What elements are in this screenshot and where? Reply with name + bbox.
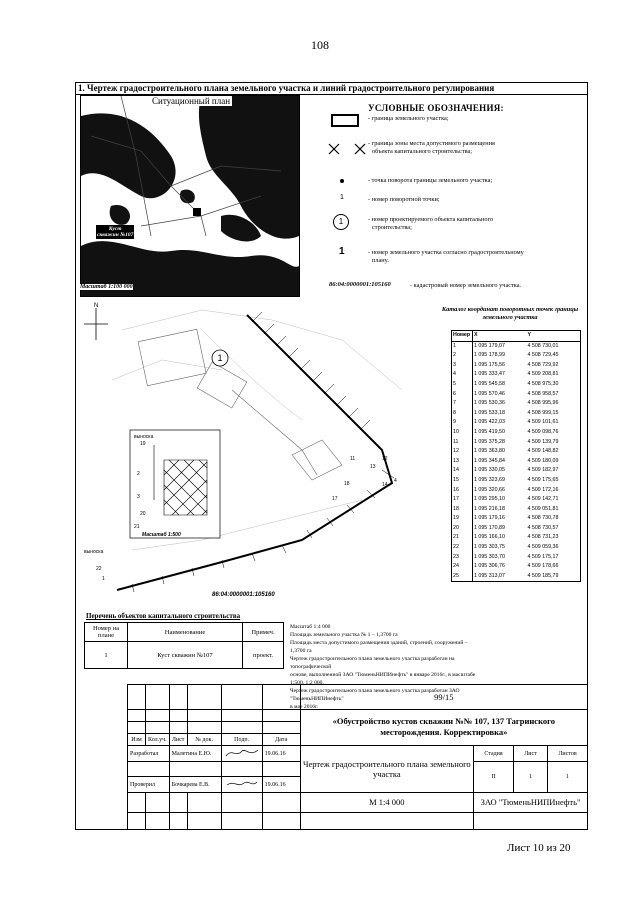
col-header-qty: Кол.уч. [146, 734, 170, 746]
point-label: 4 [394, 478, 397, 484]
coord-catalog-table [451, 330, 581, 582]
coord-cell-x: 1 095 570,46 [474, 390, 505, 397]
coord-cell-number: 4 [452, 370, 473, 380]
coord-cell-number: 1 [452, 341, 473, 351]
point-label: 21 [134, 524, 140, 530]
coord-cell-y: 4 509 182,97 [527, 467, 559, 474]
coord-row [452, 486, 581, 496]
coord-cell-number: 9 [452, 418, 473, 428]
scale-value: М 1:4 000 [300, 793, 473, 813]
point-label: 14 [382, 482, 388, 488]
sheet-label: Лист [514, 746, 548, 762]
checker-role: Проверил [128, 777, 170, 793]
point-label: 3 [137, 494, 140, 500]
coord-row [452, 380, 581, 390]
objects-header-note: Примеч. [243, 623, 284, 642]
situation-label-line2: скважин №107 [97, 232, 134, 238]
coord-cell-y: 4 509 142,71 [527, 496, 559, 503]
coord-cell-number: 11 [452, 438, 473, 448]
legend-text-plot-1: - номер земельного участка согласно градостроительному [368, 249, 524, 256]
coord-cell-x: 1 095 545,58 [474, 380, 505, 387]
legend-text-object-1: - номер проектируемого объекта капитального [368, 216, 494, 223]
coord-cell-number: 8 [452, 409, 473, 419]
col-header-date: Дата [262, 734, 300, 746]
situation-plan-map [80, 95, 300, 297]
coord-cell-x: 1 095 306,76 [474, 563, 505, 570]
coord-cell-number: 7 [452, 399, 473, 409]
note-line: Площадь места допустимого размещения зданий, строений, сооружений – 1,3700 га [290, 640, 468, 654]
coord-cell-y: 4 509 175,17 [527, 553, 559, 560]
coord-row [452, 466, 581, 476]
coord-cell-number: 17 [452, 495, 473, 505]
developer-role: Разработал [128, 746, 170, 762]
coord-cell-x: 1 095 330,05 [474, 467, 505, 474]
coord-row [452, 533, 581, 543]
point-label: 20 [140, 511, 146, 517]
sheets-label: Листов [548, 746, 588, 762]
checker-date: 19.06.16 [262, 777, 300, 793]
coord-row [452, 447, 581, 457]
col-header-sheet: Лист [169, 734, 187, 746]
col-header-change: Изм [128, 734, 146, 746]
page-number: 108 [311, 38, 329, 52]
note-line: Масштаб 1:4 000 [290, 624, 331, 630]
coord-cell-number: 22 [452, 543, 473, 553]
point-label: 17 [332, 496, 338, 502]
coord-cell-y: 4 508 995,96 [527, 400, 559, 407]
coord-row [452, 438, 581, 448]
coord-cell-y: 4 508 729,92 [527, 361, 559, 368]
stage-value: П [474, 762, 514, 793]
point-label: 12 [382, 456, 388, 462]
coord-cell-number: 12 [452, 447, 473, 457]
coord-row [452, 572, 581, 582]
objects-list-table [84, 622, 284, 669]
coord-cell-number: 23 [452, 553, 473, 563]
sheet-title: 1. Чертеж градостроительного плана земельного участка и линий градостроительного регулирования [78, 83, 495, 93]
coord-cell-x: 1 095 422,03 [474, 419, 505, 426]
coord-cell-x: 1 095 303,75 [474, 544, 505, 551]
svg-text:N: N [94, 303, 99, 309]
coord-cell-y: 4 509 139,79 [527, 438, 559, 445]
plan-callout: выноска [84, 549, 104, 555]
legend-cadastral-id: 86:04:0000001:105160 [329, 281, 391, 288]
coord-cell-y: 4 509 208,81 [527, 371, 559, 378]
objects-row-name: Куст скважин №107 [128, 642, 243, 669]
coord-row [452, 495, 581, 505]
coord-cell-number: 13 [452, 457, 473, 467]
coord-cell-x: 1 095 313,07 [474, 572, 505, 579]
situation-plan-scale: Масштаб 1:100 000 [80, 284, 133, 290]
note-line: Площадь земельного участка № 1 – 1,3700 га [290, 632, 398, 638]
point-label: 2 [137, 471, 140, 477]
coord-cell-x: 1 095 179,07 [474, 342, 505, 349]
coord-row [452, 524, 581, 534]
note-line: Чертеж градостроительного плана земельного участка разработан ЗАО "ТюменьНИПИнефть" [290, 688, 460, 702]
sheets-value: 1 [548, 762, 588, 793]
point-label: 1 [102, 576, 105, 582]
coord-cell-x: 1 095 166,10 [474, 534, 505, 541]
objects-row-number: 1 [85, 642, 128, 669]
coord-cell-x: 1 095 170,89 [474, 524, 505, 531]
coord-header-y: Y [527, 331, 581, 342]
coord-row [452, 457, 581, 467]
coord-row [452, 428, 581, 438]
coord-cell-number: 15 [452, 476, 473, 486]
point-label: 13 [370, 464, 376, 470]
point-label: 18 [344, 481, 350, 487]
coord-cell-y: 4 509 178,66 [527, 563, 559, 570]
coord-cell-y: 4 508 731,23 [527, 534, 559, 541]
turn-point-symbol [340, 179, 344, 183]
coord-cell-number: 6 [452, 390, 473, 400]
coord-row [452, 409, 581, 419]
coord-row [452, 418, 581, 428]
legend-text-turn-point: - точка поворота границы земельного участка; [368, 177, 493, 184]
coord-cell-y: 4 509 175,65 [527, 476, 559, 483]
sheet-value: 1 [514, 762, 548, 793]
coord-header-x: X [473, 331, 527, 342]
plot-boundary-symbol [331, 114, 359, 127]
coord-row [452, 361, 581, 371]
coord-cell-y: 4 509 148,82 [527, 448, 559, 455]
coord-cell-x: 1 095 530,36 [474, 400, 505, 407]
coord-cell-number: 16 [452, 486, 473, 496]
col-header-doc: № док. [187, 734, 221, 746]
coord-cell-number: 20 [452, 524, 473, 534]
coord-row [452, 543, 581, 553]
coord-cell-y: 4 508 729,45 [527, 352, 559, 359]
situation-plan-title: Ситуационный план [152, 96, 231, 106]
coord-cell-x: 1 095 303,70 [474, 553, 505, 560]
coord-cell-y: 4 508 730,01 [527, 342, 559, 349]
coord-row [452, 562, 581, 572]
allowed-zone-symbol [327, 142, 367, 161]
main-plan-drawing [82, 300, 442, 605]
note-line: основе, выполненной ЗАО "ТюменьНИПИнефть" в январе 2016г., в масштабе 1:500, 1:2 000. [290, 672, 476, 686]
legend-text-plot-2: плану. [372, 257, 389, 264]
objects-row-note: проект. [243, 642, 284, 669]
coord-cell-number: 2 [452, 351, 473, 361]
legend-text-cadastral: - кадастровый номер земельного участка. [410, 282, 522, 289]
coord-cell-y: 4 509 180,09 [527, 457, 559, 464]
coord-row [452, 341, 581, 351]
stage-label: Стадия [474, 746, 514, 762]
plan-cadastral-id: 86:04:0000001:105160 [212, 592, 275, 598]
plan-object-number: 1 [217, 353, 223, 363]
sheet-name: Чертеж градостроительного плана земельного участка [300, 746, 473, 793]
coord-row [452, 351, 581, 361]
coord-row [452, 514, 581, 524]
turn-point-number-symbol: 1 [340, 194, 344, 201]
coord-cell-number: 24 [452, 562, 473, 572]
coord-row [452, 399, 581, 409]
legend-title: УСЛОВНЫЕ ОБОЗНАЧЕНИЯ: [368, 103, 504, 113]
coord-cell-x: 1 095 179,16 [474, 515, 505, 522]
coord-cell-number: 25 [452, 572, 473, 582]
objects-header-number: Номер на плане [85, 623, 128, 642]
coord-cell-y: 4 508 958,57 [527, 390, 559, 397]
inset-scale: Масштаб 1:500 [142, 532, 181, 538]
coord-cell-y: 4 509 098,76 [527, 428, 559, 435]
objects-list-title: Перечень объектов капитального строительства [86, 612, 241, 620]
coord-row [452, 370, 581, 380]
coord-row [452, 390, 581, 400]
objects-header-name: Наименование [128, 623, 243, 642]
coord-cell-x: 1 095 295,10 [474, 496, 505, 503]
coord-cell-x: 1 095 419,50 [474, 428, 505, 435]
situation-label-line1: Куст [108, 226, 122, 232]
coord-cell-number: 5 [452, 380, 473, 390]
coord-row [452, 553, 581, 563]
coord-header-number: Номер [452, 331, 473, 342]
coord-cell-x: 1 095 333,47 [474, 371, 505, 378]
inset-callout: выноска [134, 434, 154, 440]
coord-cell-x: 1 095 375,28 [474, 438, 505, 445]
coord-cell-number: 19 [452, 514, 473, 524]
coord-row [452, 505, 581, 515]
point-label: 22 [96, 566, 102, 572]
coord-cell-y: 4 508 730,57 [527, 524, 559, 531]
coord-cell-y: 4 509 185,79 [527, 572, 559, 579]
developer-signature [221, 746, 262, 762]
title-block [127, 684, 588, 830]
legend-text-object-2: строительства; [372, 224, 412, 231]
col-header-sign: Подп. [221, 734, 262, 746]
coord-cell-y: 4 509 051,81 [527, 505, 559, 512]
coord-cell-number: 18 [452, 505, 473, 515]
developer-date: 19.06.16 [262, 746, 300, 762]
coord-cell-y: 4 508 730,78 [527, 515, 559, 522]
coord-cell-x: 1 095 175,56 [474, 361, 505, 368]
developer-name: Малетина Е.Ю. [169, 746, 221, 762]
coord-cell-x: 1 095 178,99 [474, 352, 505, 359]
legend-text-boundary: - граница земельного участка; [368, 115, 449, 122]
object-number-symbol: 1 [333, 214, 349, 230]
coord-cell-y: 4 508 975,30 [527, 380, 559, 387]
doc-code: 99/15 [300, 685, 587, 710]
coord-cell-x: 1 095 345,84 [474, 457, 505, 464]
coord-cell-number: 10 [452, 428, 473, 438]
coord-cell-x: 1 095 533,18 [474, 409, 505, 416]
legend-text-zone-1: - граница зоны места допустимого размещения [368, 140, 495, 147]
note-line: в мае 2016г. [290, 704, 319, 710]
coord-cell-number: 21 [452, 533, 473, 543]
page-footer: Лист 10 из 20 [507, 842, 571, 854]
point-label: 11 [350, 456, 356, 462]
coord-cell-x: 1 095 363,80 [474, 448, 505, 455]
coord-cell-x: 1 095 216,18 [474, 505, 505, 512]
checker-signature [221, 777, 262, 793]
legend-text-turn-number: - номер поворотной точки; [368, 196, 440, 203]
plot-number-symbol: 1 [339, 246, 345, 257]
coord-cell-y: 4 509 172,16 [527, 486, 559, 493]
point-label: 19 [140, 441, 146, 447]
coord-cell-y: 4 508 999,15 [527, 409, 559, 416]
coord-cell-x: 1 095 320,66 [474, 486, 505, 493]
company-name: ЗАО "ТюменьНИПИнефть" [474, 793, 588, 813]
checker-name: Бочкарева Е.В. [169, 777, 221, 793]
coord-cell-number: 14 [452, 466, 473, 476]
coord-cell-number: 3 [452, 361, 473, 371]
note-line: Чертеж градостроительного плана земельного участка разработан на топографической [290, 656, 455, 670]
coord-cell-x: 1 095 323,69 [474, 476, 505, 483]
coord-row [452, 476, 581, 486]
coord-cell-y: 4 509 101,61 [527, 419, 559, 426]
legend-text-zone-2: объекта капитального строительства; [372, 148, 473, 155]
project-title: «Обустройство кустов скважин №№ 107, 137 Тагринского месторождения. Корректировка» [300, 709, 587, 746]
coord-catalog-title: Каталог координат поворотных точек границы земельного участка [441, 306, 579, 321]
coord-cell-y: 4 509 059,36 [527, 544, 559, 551]
